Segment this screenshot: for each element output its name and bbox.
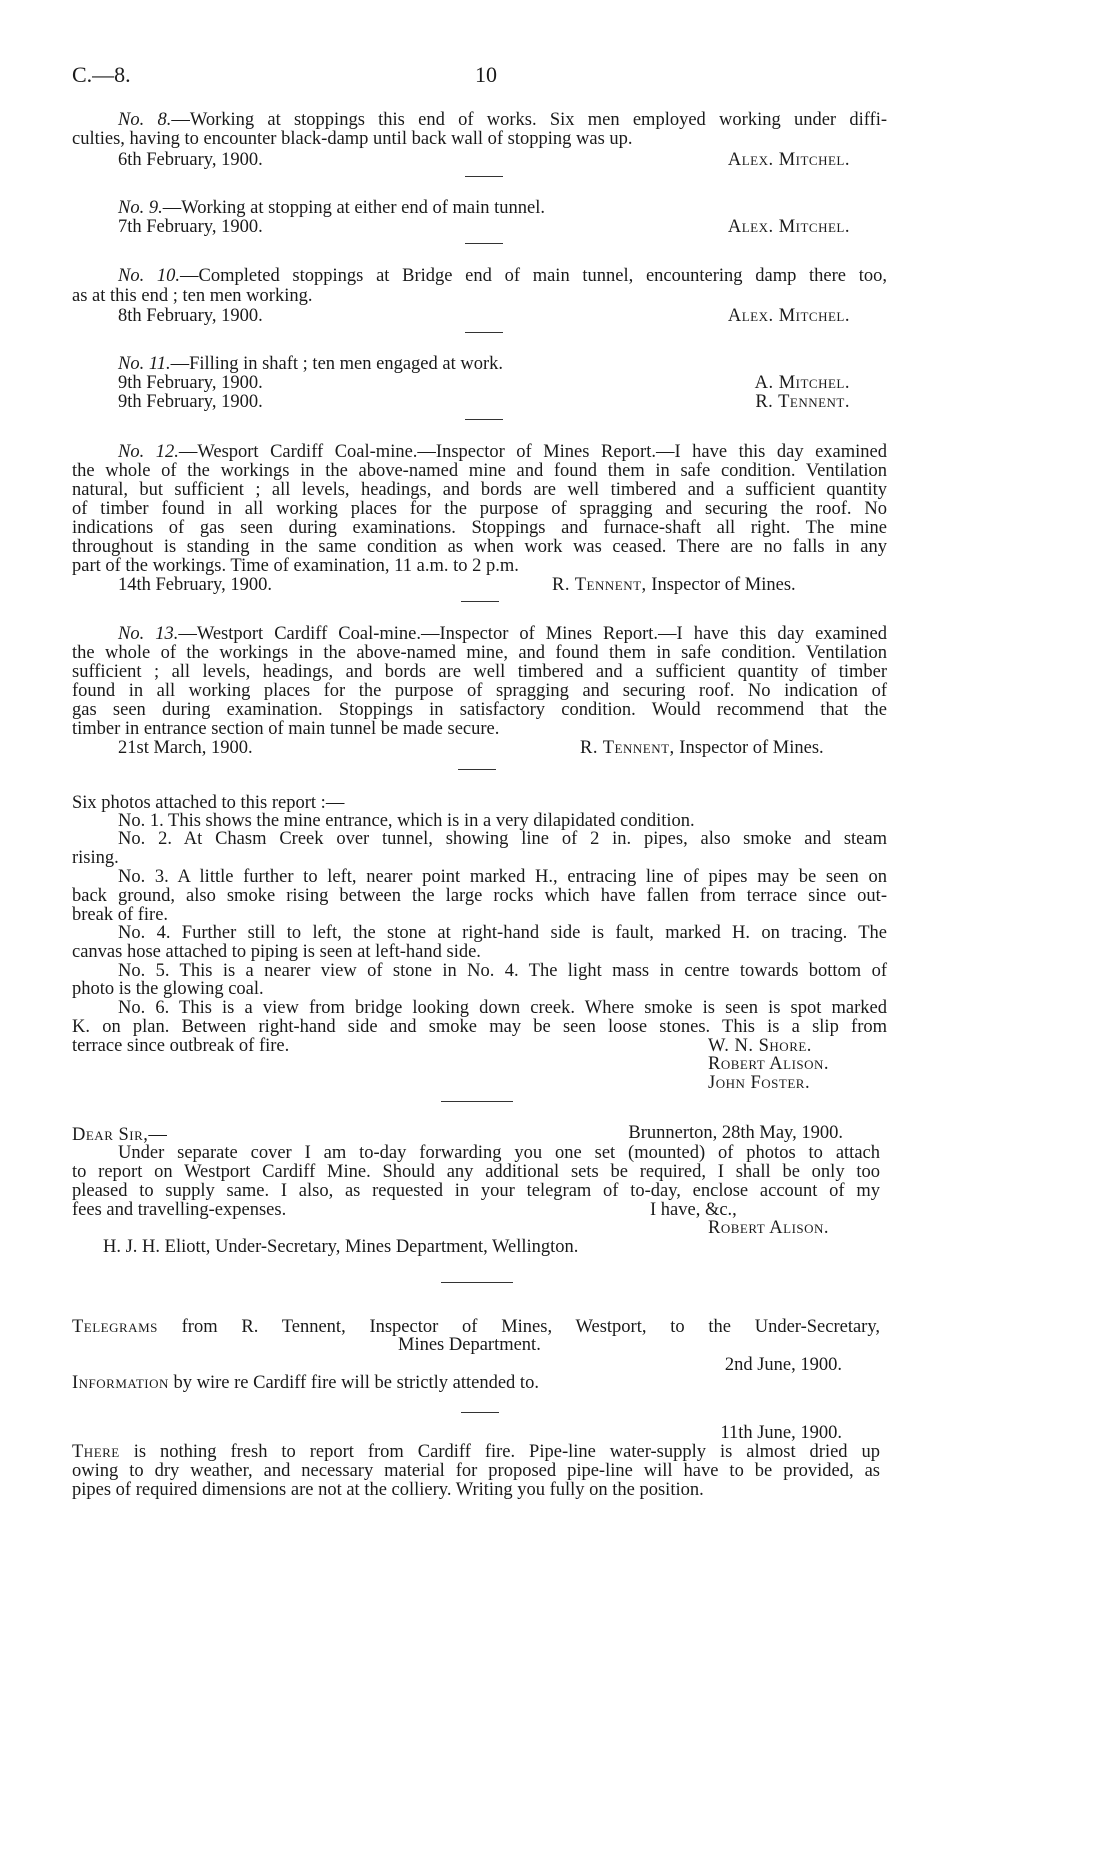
photos-signature: W. N. Shore.: [708, 1036, 812, 1056]
photo-caption: canvas hose attached to piping is seen at left-hand side.: [72, 942, 481, 962]
entry-text: No. 11.—Filling in shaft ; ten men engaged at work.: [118, 354, 504, 374]
photo-caption: terrace since outbreak of fire.: [72, 1036, 290, 1056]
entry-number: No. 11.: [118, 354, 171, 374]
entry-text: natural, but sufficient ; all levels, headings, and bords are well timbered and a sufficient quantity: [72, 480, 887, 500]
photo-caption: No. 2. At Chasm Creek over tunnel, showing line of 2 in. pipes, also smoke and steam: [118, 829, 887, 849]
entry-number: No. 10.: [118, 266, 181, 286]
entry-text: No. 12.—Wesport Cardiff Coal-mine.—Inspector of Mines Report.—I have this day examined: [118, 442, 888, 462]
entry-signature: Alex. Mitchel.: [727, 150, 850, 170]
entry-text: gas seen during examination. Stoppings in satisfactory condition. Would recommend that the: [72, 700, 887, 720]
telegrams-heading-line2: Mines Department.: [398, 1335, 541, 1355]
entry-text: indications of gas seen during examinations. Stoppings and furnace-shaft all right. The mine: [72, 518, 887, 538]
divider: [465, 332, 503, 333]
letter-addressee: H. J. H. Eliott, Under-Secretary, Mines Department, Wellington.: [103, 1237, 579, 1257]
entry-text: as at this end ; ten men working.: [72, 286, 313, 306]
entry-text: throughout is standing in the same condition as when work was ceased. There are no falls in any: [72, 537, 887, 557]
entry-number: No. 12.: [118, 442, 179, 462]
entry-text: No. 9.—Working at stopping at either end of main tunnel.: [118, 198, 546, 218]
letter-signature: Robert Alison.: [708, 1218, 830, 1238]
entry-signature: R. Tennent, Inspector of Mines.: [552, 575, 796, 595]
entry-signature: Alex. Mitchel.: [727, 306, 850, 326]
letter-place-date: Brunnerton, 28th May, 1900.: [628, 1123, 843, 1143]
entry-number: No. 13.: [118, 624, 179, 644]
entry-text: timber in entrance section of main tunnel be made secure.: [72, 719, 500, 739]
photos-signature: John Foster.: [708, 1073, 811, 1093]
entry-text: No. 10.—Completed stoppings at Bridge end of main tunnel, encountering damp there too,: [118, 266, 887, 286]
page-number: 10: [475, 62, 497, 87]
entry-text: part of the workings. Time of examination, 11 a.m. to 2 p.m.: [72, 556, 519, 576]
divider: [461, 601, 499, 602]
entry-date: 9th February, 1900.: [118, 392, 263, 412]
divider: [465, 176, 503, 177]
photo-caption: No. 3. A little further to left, nearer point marked H., entracing line of pipes may be seen on: [118, 867, 887, 887]
photo-caption: rising.: [72, 848, 119, 868]
entry-date: 8th February, 1900.: [118, 306, 263, 326]
entry-date: 9th February, 1900.: [118, 373, 263, 393]
divider: [465, 243, 503, 244]
entry-text: the whole of the workings in the above-named mine, and found them in safe condition. Ventilation: [72, 643, 887, 663]
entry-number: No. 8.: [118, 110, 172, 130]
entry-text: of timber found in all working places for the purpose of spragging and securing the roof. No: [72, 499, 887, 519]
entry-signature: A. Mitchel.: [754, 373, 850, 393]
entry-date: 6th February, 1900.: [118, 150, 263, 170]
entry-text: found in all working places for the purpose of spragging and securing roof. No indication of: [72, 681, 887, 701]
telegrams-heading: Telegrams from R. Tennent, Inspector of Mines, Westport, to the Under-Secretary,: [72, 1317, 881, 1337]
entry-text: sufficient ; all levels, headings, and bords are well timbered and a sufficient quantity of timber: [72, 662, 887, 682]
photo-caption: No. 4. Further still to left, the stone at right-hand side is fault, marked H. on tracing. The: [118, 923, 887, 943]
letter-text: pleased to supply same. I also, as requested in your telegram of to-day, enclose account of my: [72, 1181, 880, 1201]
photo-caption: No. 5. This is a nearer view of stone in No. 4. The light mass in centre towards bottom of: [118, 961, 887, 981]
photo-caption: No. 6. This is a view from bridge looking down creek. Where smoke is seen is spot marked: [118, 998, 887, 1018]
telegram-text: Information by wire re Cardiff fire will be strictly attended to.: [72, 1373, 539, 1393]
telegram-date: 2nd June, 1900.: [724, 1355, 842, 1375]
photo-caption: photo is the glowing coal.: [72, 979, 264, 999]
entry-text: the whole of the workings in the above-named mine and found them in safe condition. Ventilation: [72, 461, 887, 481]
divider: [465, 419, 503, 420]
entry-date: 14th February, 1900.: [118, 575, 272, 595]
photo-caption: K. on plan. Between right-hand side and smoke may be seen loose stones. This is a slip from: [72, 1017, 887, 1037]
photos-signature: Robert Alison.: [708, 1054, 830, 1074]
divider: [458, 769, 496, 770]
letter-text: to report on Westport Cardiff Mine. Should any additional sets be required, I shall be only too: [72, 1162, 880, 1182]
entry-text: No. 13.—Westport Cardiff Coal-mine.—Inspector of Mines Report.—I have this day examined: [118, 624, 888, 644]
photo-caption: back ground, also smoke rising between the large rocks which have fallen from terrace since out-: [72, 886, 887, 906]
letter-closing: I have, &c.,: [650, 1200, 737, 1220]
document-reference: C.—8.: [72, 62, 131, 87]
photos-intro: Six photos attached to this report :—: [72, 793, 345, 813]
letter-salutation: Dear Sir,—: [72, 1125, 168, 1145]
entry-signature: Alex. Mitchel.: [727, 217, 850, 237]
entry-signature: R. Tennent, Inspector of Mines.: [580, 738, 824, 758]
telegram-text: There is nothing fresh to report from Cardiff fire. Pipe-line water-supply is almost dried up: [72, 1442, 880, 1462]
divider: [461, 1412, 499, 1413]
divider: [441, 1101, 513, 1102]
telegram-text: owing to dry weather, and necessary material for proposed pipe-line will have to be provided, as: [72, 1461, 880, 1481]
entry-date: 21st March, 1900.: [118, 738, 253, 758]
divider: [441, 1282, 513, 1283]
entry-signature: R. Tennent.: [755, 392, 850, 412]
telegram-text: pipes of required dimensions are not at the colliery. Writing you fully on the position.: [72, 1480, 704, 1500]
telegram-date: 11th June, 1900.: [720, 1423, 842, 1443]
letter-text: fees and travelling-expenses.: [72, 1200, 287, 1220]
entry-text: No. 8.—Working at stoppings this end of works. Six men employed working under diffi-: [118, 110, 887, 130]
photo-caption: No. 1. This shows the mine entrance, which is in a very dilapidated condition.: [118, 811, 695, 831]
entry-number: No. 9.: [118, 198, 163, 218]
photo-caption: break of fire.: [72, 905, 169, 925]
letter-text: Under separate cover I am to-day forwarding you one set (mounted) of photos to attach: [118, 1143, 880, 1163]
entry-text: culties, having to encounter black-damp until back wall of stopping was up.: [72, 129, 633, 149]
entry-date: 7th February, 1900.: [118, 217, 263, 237]
